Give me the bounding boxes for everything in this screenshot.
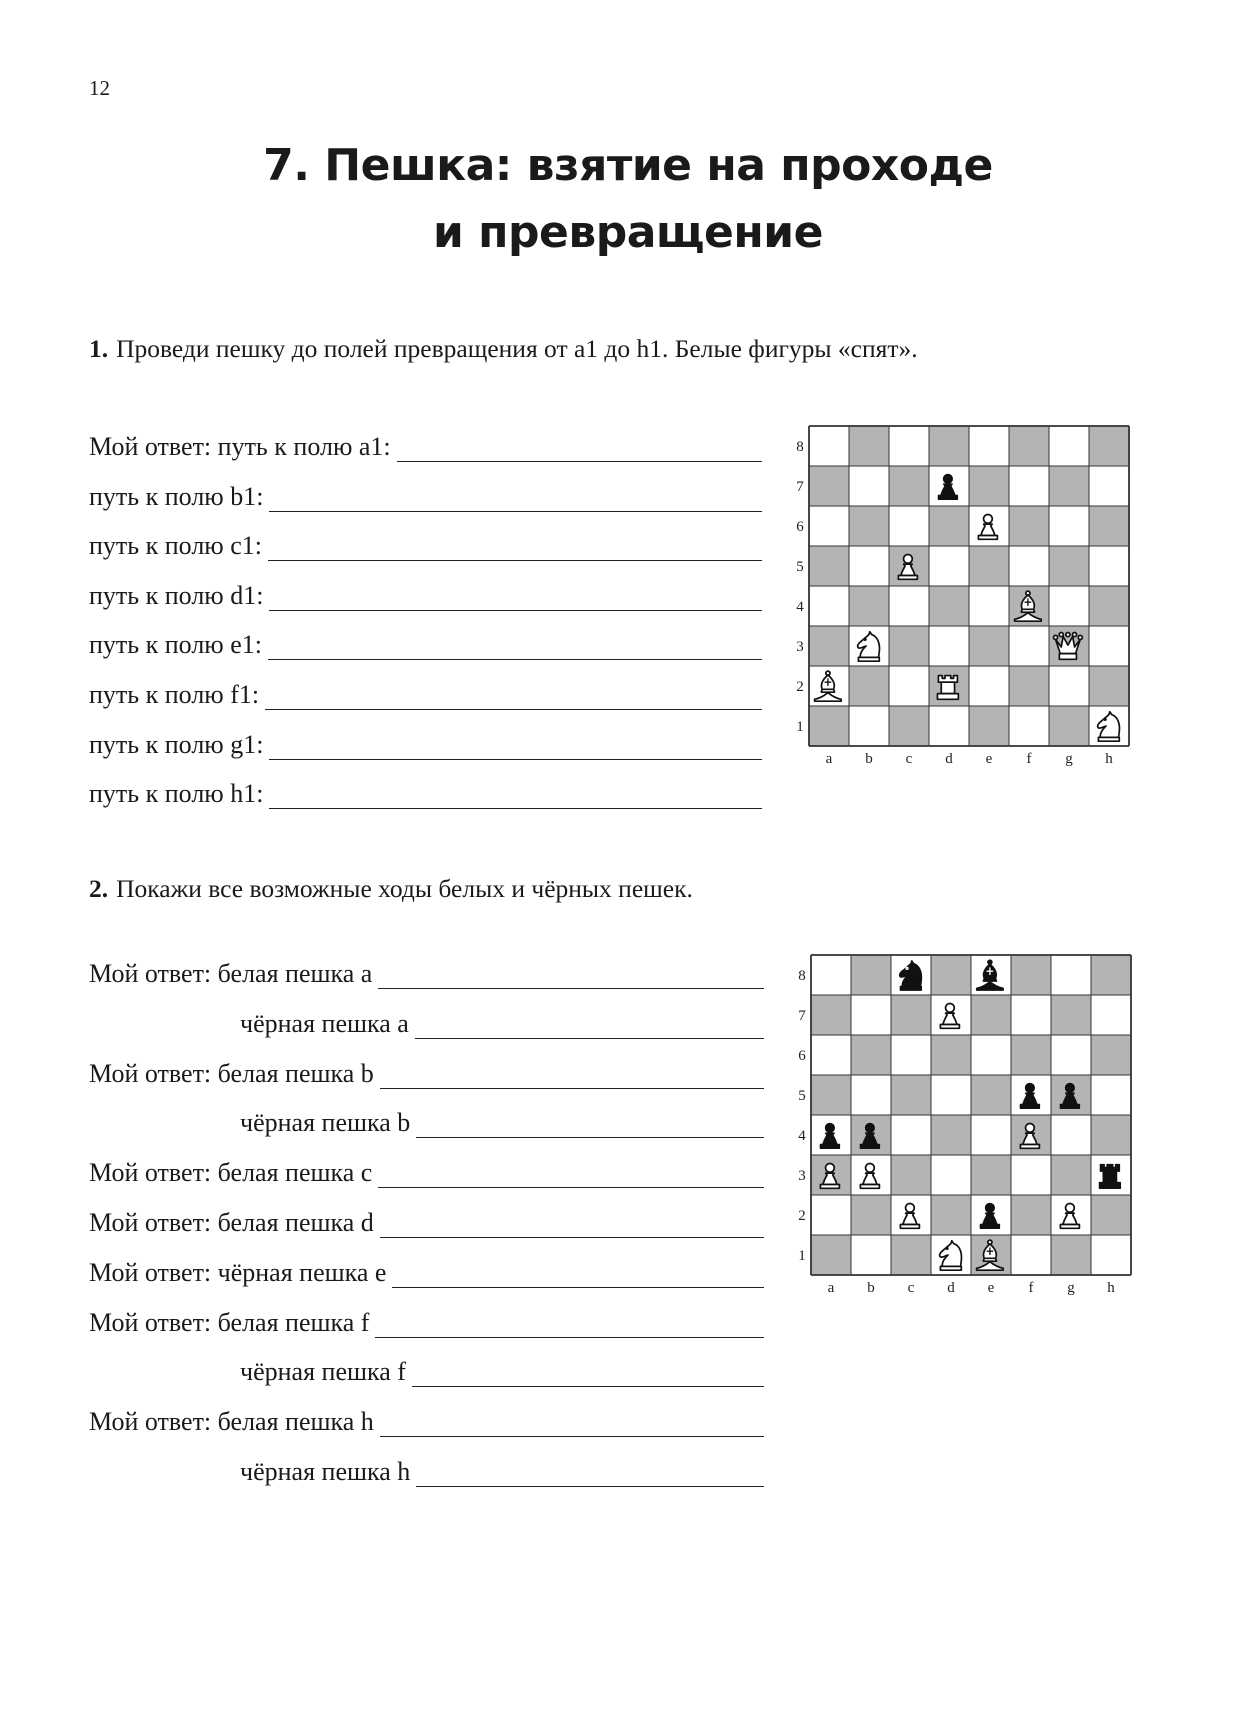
square-e1[interactable]	[969, 706, 1009, 746]
rank-label: 2	[798, 1208, 806, 1224]
square-f1[interactable]	[1009, 706, 1049, 746]
square-g8[interactable]	[1051, 955, 1091, 995]
square-h5[interactable]	[1089, 546, 1129, 586]
rank-label: 5	[798, 1088, 806, 1104]
answer-label: чёрная пешка f	[240, 1357, 406, 1387]
answer-label: путь к полю g1:	[89, 729, 264, 759]
file-label: h	[1107, 1280, 1115, 1296]
square-c4[interactable]	[889, 586, 929, 626]
square-f2[interactable]	[1011, 1195, 1051, 1235]
rank-label: 7	[798, 1008, 806, 1024]
square-d8[interactable]	[929, 426, 969, 466]
square-a5[interactable]	[811, 1075, 851, 1115]
square-h6[interactable]	[1091, 1035, 1131, 1075]
square-f2[interactable]	[1009, 666, 1049, 706]
file-label: c	[905, 751, 913, 767]
task-2-answer-line	[240, 1104, 764, 1138]
answer-label: Мой ответ: путь к полю а1:	[89, 432, 391, 461]
answer-label: Мой ответ: белая пешка b	[89, 1058, 374, 1088]
task-2-number: 2.	[89, 874, 109, 903]
task-1-answer-line	[89, 775, 762, 809]
file-label: b	[867, 1280, 875, 1296]
square-d6[interactable]	[929, 506, 969, 546]
square-d4[interactable]	[929, 586, 969, 626]
file-label: a	[827, 1280, 835, 1296]
square-c2[interactable]	[889, 666, 929, 706]
square-f7[interactable]	[1011, 995, 1051, 1035]
square-e3[interactable]	[969, 626, 1009, 666]
page-number: 12	[89, 76, 110, 100]
square-a5[interactable]	[809, 546, 849, 586]
answer-blank[interactable]	[268, 635, 762, 660]
task-1-answer-line	[89, 527, 762, 561]
square-h4[interactable]	[1089, 586, 1129, 626]
square-c6[interactable]	[891, 1035, 931, 1075]
square-e7[interactable]	[971, 995, 1011, 1035]
square-b5[interactable]	[851, 1075, 891, 1115]
answer-blank[interactable]	[378, 964, 764, 989]
task-2-answer-line	[89, 1154, 764, 1188]
task-2-answer-line	[240, 1453, 764, 1487]
answer-label: путь к полю f1:	[89, 680, 260, 709]
answer-blank[interactable]	[416, 1462, 764, 1487]
task-1-answer-line	[89, 478, 762, 512]
square-b5[interactable]	[849, 546, 889, 586]
file-label: d	[947, 1280, 955, 1296]
square-a4[interactable]	[809, 586, 849, 626]
answer-blank[interactable]	[415, 1014, 764, 1039]
rank-label: 1	[798, 1248, 806, 1264]
square-a8[interactable]	[811, 955, 851, 995]
square-a6[interactable]	[811, 1035, 851, 1075]
rank-label: 8	[798, 968, 806, 984]
rank-label: 3	[796, 639, 804, 655]
file-label: d	[945, 751, 953, 767]
answer-blank[interactable]	[380, 1064, 764, 1089]
file-label: c	[907, 1280, 915, 1296]
rank-label: 1	[796, 719, 804, 735]
white-rook-icon[interactable]	[937, 676, 958, 700]
answer-label: Мой ответ: чёрная пешка e	[89, 1257, 387, 1287]
square-h5[interactable]	[1091, 1075, 1131, 1115]
square-d1[interactable]	[929, 706, 969, 746]
answer-blank[interactable]	[269, 784, 762, 809]
file-label: a	[825, 751, 833, 767]
square-g7[interactable]	[1049, 466, 1089, 506]
rank-label: 2	[796, 679, 804, 695]
answer-label: Мой ответ: белая пешка c	[89, 1158, 373, 1188]
square-g3[interactable]	[1051, 1155, 1091, 1195]
square-b8[interactable]	[851, 955, 891, 995]
answer-blank[interactable]	[269, 586, 762, 611]
square-d5[interactable]	[929, 546, 969, 586]
square-g1[interactable]	[1051, 1235, 1091, 1275]
square-h7[interactable]	[1091, 995, 1131, 1035]
square-g1[interactable]	[1049, 706, 1089, 746]
rank-label: 6	[798, 1048, 806, 1064]
square-g4[interactable]	[1049, 586, 1089, 626]
task-2-answer-line	[240, 1005, 764, 1039]
square-b6[interactable]	[849, 506, 889, 546]
square-e6[interactable]	[971, 1035, 1011, 1075]
answer-label: Мой ответ: белая пешка f	[89, 1307, 370, 1337]
square-d3[interactable]	[931, 1155, 971, 1195]
square-g6[interactable]	[1049, 506, 1089, 546]
square-h1[interactable]	[1091, 1235, 1131, 1275]
square-e8[interactable]	[969, 426, 1009, 466]
square-e4[interactable]	[971, 1115, 1011, 1155]
square-f6[interactable]	[1011, 1035, 1051, 1075]
rank-label: 7	[796, 479, 804, 495]
task-1-answer-line	[89, 577, 762, 611]
square-e3[interactable]	[971, 1155, 1011, 1195]
square-g8[interactable]	[1049, 426, 1089, 466]
answer-blank[interactable]	[392, 1263, 764, 1288]
square-c7[interactable]	[889, 466, 929, 506]
file-label: b	[865, 751, 873, 767]
rank-label: 5	[796, 559, 804, 575]
task-1-answer-line	[89, 626, 762, 660]
answer-blank[interactable]	[269, 735, 762, 760]
square-h3[interactable]	[1089, 626, 1129, 666]
square-e4[interactable]	[969, 586, 1009, 626]
square-d5[interactable]	[931, 1075, 971, 1115]
square-h8[interactable]	[1091, 955, 1131, 995]
title-line-1: 7. Пешка: взятие на проходе	[263, 140, 993, 191]
square-f1[interactable]	[1011, 1235, 1051, 1275]
answer-label: путь к полю c1:	[89, 531, 262, 561]
square-b7[interactable]	[849, 466, 889, 506]
square-e7[interactable]	[969, 466, 1009, 506]
answer-label: Мой ответ: белая пешка а	[89, 959, 373, 988]
square-f6[interactable]	[1009, 506, 1049, 546]
square-h6[interactable]	[1089, 506, 1129, 546]
square-g6[interactable]	[1051, 1035, 1091, 1075]
square-c1[interactable]	[889, 706, 929, 746]
square-f8[interactable]	[1009, 426, 1049, 466]
square-h2[interactable]	[1091, 1195, 1131, 1235]
square-c3[interactable]	[891, 1155, 931, 1195]
rank-label: 8	[796, 439, 804, 455]
square-a3[interactable]	[809, 626, 849, 666]
square-b7[interactable]	[851, 995, 891, 1035]
task-1-number: 1.	[89, 334, 109, 363]
answer-label: чёрная пешка h	[240, 1457, 411, 1486]
rank-label: 4	[798, 1128, 806, 1144]
square-g7[interactable]	[1051, 995, 1091, 1035]
square-b4[interactable]	[849, 586, 889, 626]
square-b6[interactable]	[851, 1035, 891, 1075]
answer-blank[interactable]	[416, 1113, 764, 1138]
task-2-answer-line	[89, 1254, 764, 1288]
square-h2[interactable]	[1089, 666, 1129, 706]
square-a1[interactable]	[811, 1235, 851, 1275]
rank-label: 3	[798, 1168, 806, 1184]
task-1-text: Проведи пешку до полей превращения от а1 до h1. Белые фигуры «спят».	[116, 334, 918, 363]
task-2-prompt	[89, 874, 693, 904]
task-1-answer-line	[89, 428, 762, 462]
answer-blank[interactable]	[380, 1412, 764, 1437]
square-f8[interactable]	[1011, 955, 1051, 995]
square-h4[interactable]	[1091, 1115, 1131, 1155]
answer-blank[interactable]	[412, 1362, 764, 1387]
square-f3[interactable]	[1009, 626, 1049, 666]
square-f7[interactable]	[1009, 466, 1049, 506]
square-e5[interactable]	[969, 546, 1009, 586]
square-c7[interactable]	[891, 995, 931, 1035]
file-label: h	[1105, 751, 1113, 767]
page-title	[0, 132, 1256, 266]
board-2-svg	[798, 954, 1132, 1298]
square-a6[interactable]	[809, 506, 849, 546]
square-a2[interactable]	[811, 1195, 851, 1235]
task-2-answer-line	[89, 1055, 764, 1089]
answer-label: чёрная пешка b	[240, 1108, 411, 1138]
square-f5[interactable]	[1009, 546, 1049, 586]
file-label: g	[1065, 751, 1073, 767]
answer-blank[interactable]	[269, 487, 762, 512]
square-b8[interactable]	[849, 426, 889, 466]
square-f3[interactable]	[1011, 1155, 1051, 1195]
board-1-svg	[796, 425, 1130, 769]
square-d2[interactable]	[931, 1195, 971, 1235]
rank-label: 6	[796, 519, 804, 535]
answer-blank[interactable]	[268, 536, 762, 561]
answer-label: чёрная пешка а	[240, 1008, 409, 1038]
square-a7[interactable]	[809, 466, 849, 506]
task-1-answer-line	[89, 726, 762, 760]
square-c1[interactable]	[891, 1235, 931, 1275]
answer-blank[interactable]	[378, 1163, 764, 1188]
square-b1[interactable]	[849, 706, 889, 746]
answer-blank[interactable]	[265, 685, 762, 710]
square-d8[interactable]	[931, 955, 971, 995]
square-c6[interactable]	[889, 506, 929, 546]
answer-label: Мой ответ: белая пешка h	[89, 1407, 374, 1437]
black-rook-icon[interactable]	[1099, 1165, 1120, 1189]
square-a1[interactable]	[809, 706, 849, 746]
square-h7[interactable]	[1089, 466, 1129, 506]
square-c3[interactable]	[889, 626, 929, 666]
answer-label: Мой ответ: белая пешка d	[89, 1208, 374, 1237]
square-g5[interactable]	[1049, 546, 1089, 586]
file-label: e	[987, 1280, 995, 1296]
task-2-answer-line	[89, 1403, 764, 1437]
square-c8[interactable]	[889, 426, 929, 466]
square-g2[interactable]	[1049, 666, 1089, 706]
answer-blank[interactable]	[375, 1313, 764, 1338]
square-b2[interactable]	[851, 1195, 891, 1235]
chess-board-1	[796, 425, 1130, 769]
task-1-answer-line	[89, 676, 762, 710]
square-g4[interactable]	[1051, 1115, 1091, 1155]
square-b1[interactable]	[851, 1235, 891, 1275]
task-2-answer-line	[89, 955, 764, 989]
answer-label: путь к полю d1:	[89, 580, 264, 610]
task-2-answer-line	[89, 1204, 764, 1238]
answer-blank[interactable]	[397, 437, 762, 462]
square-h8[interactable]	[1089, 426, 1129, 466]
title-line-2: и превращение	[433, 207, 823, 258]
square-c4[interactable]	[891, 1115, 931, 1155]
task-1-prompt	[89, 334, 918, 364]
square-d3[interactable]	[929, 626, 969, 666]
file-label: f	[1028, 1280, 1034, 1296]
square-a8[interactable]	[809, 426, 849, 466]
square-c5[interactable]	[891, 1075, 931, 1115]
task-2-answer-line	[240, 1353, 764, 1387]
chess-board-2	[798, 954, 1132, 1298]
square-e5[interactable]	[971, 1075, 1011, 1115]
file-label: e	[985, 751, 993, 767]
answer-blank[interactable]	[380, 1213, 764, 1238]
file-label: g	[1067, 1280, 1075, 1296]
square-d4[interactable]	[931, 1115, 971, 1155]
file-label: f	[1026, 751, 1032, 767]
square-a7[interactable]	[811, 995, 851, 1035]
rank-label: 4	[796, 599, 804, 615]
square-d6[interactable]	[931, 1035, 971, 1075]
answer-label: путь к полю b1:	[89, 481, 264, 511]
square-e2[interactable]	[969, 666, 1009, 706]
task-2-text: Покажи все возможные ходы белых и чёрных пешек.	[116, 874, 693, 903]
answer-label: путь к полю h1:	[89, 779, 264, 809]
answer-label: путь к полю e1:	[89, 630, 262, 660]
task-2-answer-line	[89, 1304, 764, 1338]
square-b2[interactable]	[849, 666, 889, 706]
